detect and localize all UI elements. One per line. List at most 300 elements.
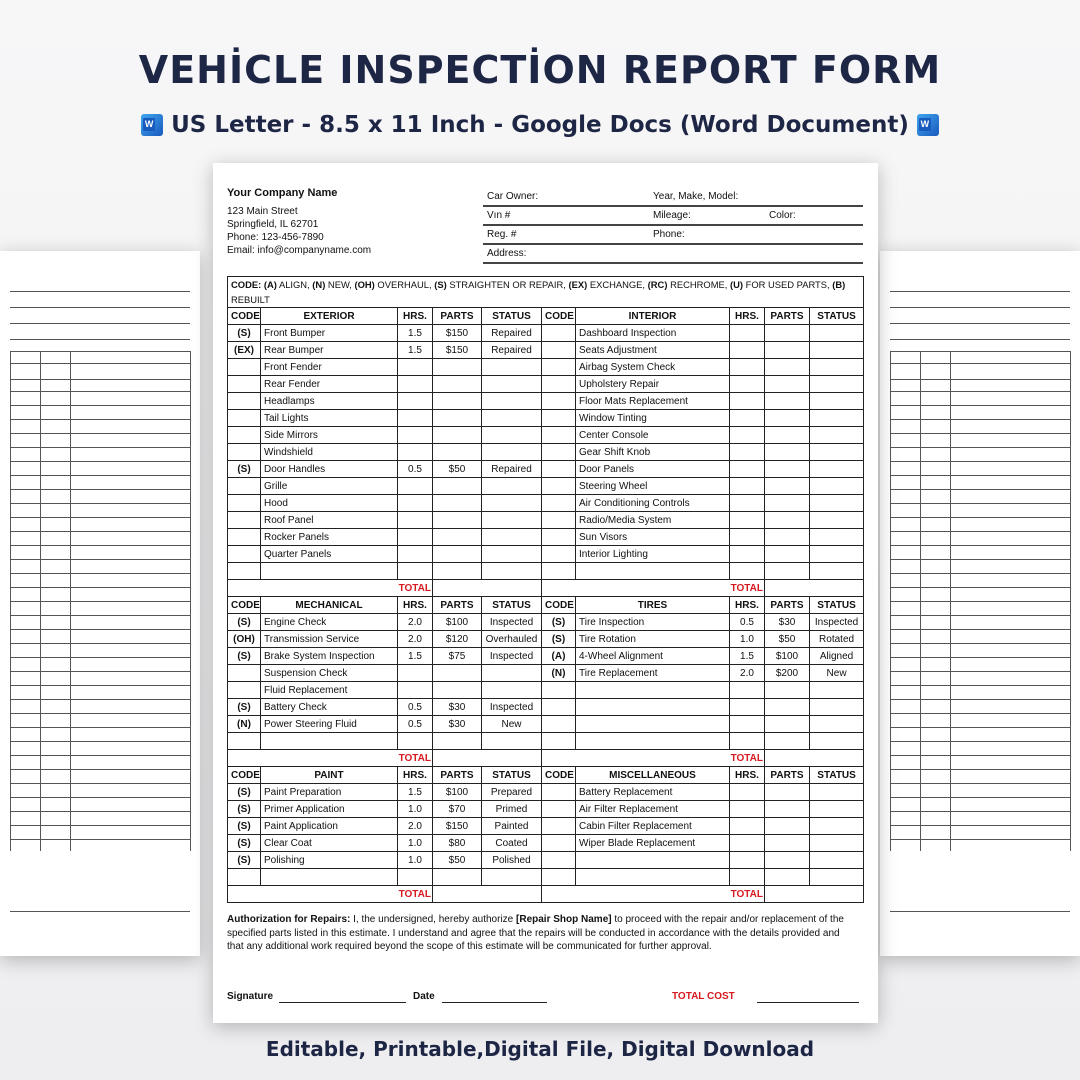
right-hrs-cell xyxy=(730,427,765,444)
left-item-cell: Transmission Service xyxy=(261,631,398,648)
total-label: TOTAL xyxy=(228,750,433,767)
sheet-rule xyxy=(890,531,1070,532)
left-code-cell xyxy=(228,733,261,750)
sheet-rule xyxy=(10,475,190,476)
right-hrs-cell xyxy=(730,393,765,410)
total-label: TOTAL xyxy=(542,750,765,767)
left-status-cell: Primed xyxy=(482,801,542,818)
sheet-rule xyxy=(10,517,190,518)
sheet-rule xyxy=(10,323,190,324)
sheet-rule xyxy=(890,405,1070,406)
sheet-rule xyxy=(890,307,1070,308)
left-hrs-cell xyxy=(398,410,433,427)
left-status-cell xyxy=(482,665,542,682)
sheet-rule xyxy=(10,629,190,630)
left-item-cell: Headlamps xyxy=(261,393,398,410)
left-status-cell: Inspected xyxy=(482,699,542,716)
sheet-rule xyxy=(10,573,190,574)
sheet-rule xyxy=(10,419,190,420)
total-value-cell[interactable] xyxy=(765,750,864,767)
right-hrs-cell xyxy=(730,444,765,461)
right-code-cell xyxy=(542,325,576,342)
left-parts-cell xyxy=(433,444,482,461)
sheet-rule xyxy=(890,699,1070,700)
sheet-rule xyxy=(890,741,1070,742)
right-status-cell xyxy=(810,716,864,733)
word-icon: W xyxy=(917,114,939,136)
right-status-cell xyxy=(810,869,864,886)
sheet-rule xyxy=(890,351,891,851)
right-code-cell: (S) xyxy=(542,631,576,648)
total-label: TOTAL xyxy=(542,886,765,903)
left-hrs-cell: 0.5 xyxy=(398,716,433,733)
document-preview-right xyxy=(880,251,1080,956)
col-code: CODE xyxy=(228,597,261,614)
company-street: 123 Main Street xyxy=(227,206,298,217)
right-code-cell xyxy=(542,410,576,427)
col-code: CODE xyxy=(542,597,576,614)
sheet-rule xyxy=(890,839,1070,840)
sheet-rule xyxy=(890,727,1070,728)
right-code-cell xyxy=(542,512,576,529)
sheet-rule xyxy=(890,379,1070,380)
sheet-rule xyxy=(10,559,190,560)
right-parts-cell xyxy=(765,529,810,546)
right-status-cell xyxy=(810,563,864,580)
sheet-rule xyxy=(890,517,1070,518)
word-icon: W xyxy=(141,114,163,136)
right-status-cell xyxy=(810,478,864,495)
left-item-cell: Hood xyxy=(261,495,398,512)
left-code-cell: (S) xyxy=(228,461,261,478)
right-code-cell xyxy=(542,359,576,376)
right-status-cell xyxy=(810,801,864,818)
left-parts-cell: $75 xyxy=(433,648,482,665)
right-hrs-cell xyxy=(730,342,765,359)
col-hrs: HRS. xyxy=(730,597,765,614)
right-status-cell xyxy=(810,427,864,444)
section-header-row xyxy=(228,308,864,325)
left-hrs-cell: 2.0 xyxy=(398,818,433,835)
left-code-cell xyxy=(228,410,261,427)
left-status-cell xyxy=(482,359,542,376)
left-item-cell xyxy=(261,563,398,580)
left-parts-cell: $30 xyxy=(433,716,482,733)
document-preview-main xyxy=(213,163,878,1023)
right-code-cell xyxy=(542,801,576,818)
right-status-cell xyxy=(810,410,864,427)
right-item-cell: 4-Wheel Alignment xyxy=(576,648,730,665)
company-email: Email: info@companyname.com xyxy=(227,245,372,256)
left-parts-cell xyxy=(433,478,482,495)
sheet-rule xyxy=(890,323,1070,324)
left-status-cell: Inspected xyxy=(482,614,542,631)
col-parts: PARTS xyxy=(433,767,482,784)
left-hrs-cell xyxy=(398,376,433,393)
right-item-cell: Cabin Filter Replacement xyxy=(576,818,730,835)
right-code-cell xyxy=(542,546,576,563)
total-value-cell[interactable] xyxy=(765,580,864,597)
sheet-rule xyxy=(10,615,190,616)
total-value-cell[interactable] xyxy=(433,886,542,903)
table-row xyxy=(228,784,864,801)
right-code-cell: (N) xyxy=(542,665,576,682)
left-item-cell: Battery Check xyxy=(261,699,398,716)
left-hrs-cell: 1.0 xyxy=(398,801,433,818)
signature-line[interactable] xyxy=(279,1002,406,1003)
sheet-rule xyxy=(890,391,1070,392)
left-code-cell xyxy=(228,359,261,376)
right-status-cell xyxy=(810,325,864,342)
right-code-cell xyxy=(542,733,576,750)
left-status-cell xyxy=(482,682,542,699)
col-parts: PARTS xyxy=(765,597,810,614)
left-code-cell: (N) xyxy=(228,716,261,733)
table-row xyxy=(228,563,864,580)
total-cost-line[interactable] xyxy=(757,1002,859,1003)
left-item-cell: Paint Application xyxy=(261,818,398,835)
right-parts-cell xyxy=(765,359,810,376)
sheet-rule xyxy=(10,339,190,340)
left-code-cell xyxy=(228,478,261,495)
left-hrs-cell xyxy=(398,869,433,886)
right-hrs-cell xyxy=(730,410,765,427)
sheet-rule xyxy=(890,783,1070,784)
reg-label: Reg. # xyxy=(487,229,517,240)
left-status-cell xyxy=(482,444,542,461)
sheet-rule xyxy=(890,447,1070,448)
table-row xyxy=(228,410,864,427)
right-code-cell xyxy=(542,461,576,478)
col-parts: PARTS xyxy=(433,597,482,614)
sheet-rule xyxy=(890,811,1070,812)
left-hrs-cell: 1.0 xyxy=(398,852,433,869)
left-hrs-cell xyxy=(398,427,433,444)
date-line[interactable] xyxy=(442,1002,547,1003)
left-status-cell xyxy=(482,733,542,750)
left-status-cell xyxy=(482,478,542,495)
right-status-cell: Aligned xyxy=(810,648,864,665)
table-row xyxy=(228,631,864,648)
table-row xyxy=(228,427,864,444)
right-parts-cell xyxy=(765,495,810,512)
left-code-cell xyxy=(228,512,261,529)
col-hrs: HRS. xyxy=(730,308,765,325)
right-parts-cell xyxy=(765,478,810,495)
left-parts-cell xyxy=(433,563,482,580)
inspection-table xyxy=(227,276,864,903)
left-code-cell xyxy=(228,682,261,699)
total-value-cell[interactable] xyxy=(765,886,864,903)
left-item-cell: Fluid Replacement xyxy=(261,682,398,699)
total-row xyxy=(228,886,864,903)
left-parts-cell: $150 xyxy=(433,325,482,342)
col-section-title: MECHANICAL xyxy=(261,597,398,614)
col-status: STATUS xyxy=(482,767,542,784)
left-hrs-cell: 1.5 xyxy=(398,784,433,801)
sheet-rule xyxy=(10,671,190,672)
left-hrs-cell: 1.0 xyxy=(398,835,433,852)
right-item-cell xyxy=(576,716,730,733)
left-status-cell: New xyxy=(482,716,542,733)
sheet-rule xyxy=(10,363,190,364)
sheet-rule xyxy=(10,699,190,700)
right-item-cell: Center Console xyxy=(576,427,730,444)
sheet-rule xyxy=(10,351,11,851)
col-code: CODE xyxy=(228,308,261,325)
left-code-cell: (S) xyxy=(228,801,261,818)
sheet-rule xyxy=(890,503,1070,504)
left-item-cell: Paint Preparation xyxy=(261,784,398,801)
right-parts-cell xyxy=(765,716,810,733)
table-row xyxy=(228,546,864,563)
right-parts-cell: $50 xyxy=(765,631,810,648)
field-row[interactable] xyxy=(483,226,863,245)
table-row xyxy=(228,444,864,461)
left-parts-cell: $100 xyxy=(433,614,482,631)
left-code-cell: (S) xyxy=(228,835,261,852)
sheet-rule xyxy=(10,825,190,826)
sheet-rule xyxy=(10,391,190,392)
col-section-title: MISCELLANEOUS xyxy=(576,767,730,784)
right-parts-cell xyxy=(765,784,810,801)
right-parts-cell xyxy=(765,699,810,716)
sheet-rule xyxy=(190,351,191,851)
right-status-cell xyxy=(810,784,864,801)
right-parts-cell xyxy=(765,818,810,835)
sheet-rule xyxy=(890,291,1070,292)
code-legend-row xyxy=(228,277,864,308)
sheet-rule xyxy=(10,489,190,490)
sheet-rule xyxy=(890,911,1070,912)
col-section-title: PAINT xyxy=(261,767,398,784)
right-status-cell xyxy=(810,835,864,852)
total-row xyxy=(228,580,864,597)
field-row[interactable] xyxy=(483,207,863,226)
left-code-cell xyxy=(228,563,261,580)
right-hrs-cell xyxy=(730,699,765,716)
right-status-cell: Inspected xyxy=(810,614,864,631)
right-item-cell: Window Tinting xyxy=(576,410,730,427)
right-hrs-cell xyxy=(730,818,765,835)
vehicle-fields xyxy=(483,188,863,264)
field-row[interactable] xyxy=(483,245,863,264)
left-status-cell xyxy=(482,427,542,444)
left-status-cell: Repaired xyxy=(482,325,542,342)
left-parts-cell: $80 xyxy=(433,835,482,852)
sheet-rule xyxy=(40,351,41,851)
sheet-rule xyxy=(10,713,190,714)
sheet-rule xyxy=(10,405,190,406)
right-parts-cell xyxy=(765,444,810,461)
right-parts-cell xyxy=(765,682,810,699)
left-code-cell: (S) xyxy=(228,325,261,342)
right-status-cell xyxy=(810,376,864,393)
sheet-rule xyxy=(10,545,190,546)
left-hrs-cell xyxy=(398,529,433,546)
left-parts-cell xyxy=(433,393,482,410)
right-parts-cell xyxy=(765,512,810,529)
sheet-rule xyxy=(890,657,1070,658)
left-hrs-cell: 1.5 xyxy=(398,342,433,359)
mileage-label: Mileage: xyxy=(653,210,691,221)
right-hrs-cell xyxy=(730,495,765,512)
left-parts-cell: $150 xyxy=(433,818,482,835)
right-item-cell xyxy=(576,869,730,886)
left-status-cell xyxy=(482,495,542,512)
left-item-cell: Brake System Inspection xyxy=(261,648,398,665)
left-parts-cell: $150 xyxy=(433,342,482,359)
left-item-cell: Polishing xyxy=(261,852,398,869)
right-code-cell: (A) xyxy=(542,648,576,665)
section-header-row xyxy=(228,597,864,614)
right-code-cell xyxy=(542,869,576,886)
right-hrs-cell xyxy=(730,852,765,869)
left-status-cell: Prepared xyxy=(482,784,542,801)
table-row xyxy=(228,852,864,869)
table-row xyxy=(228,342,864,359)
sheet-rule xyxy=(890,461,1070,462)
right-code-cell xyxy=(542,529,576,546)
sheet-rule xyxy=(920,351,921,851)
sheet-rule xyxy=(890,419,1070,420)
left-parts-cell xyxy=(433,529,482,546)
right-code-cell xyxy=(542,444,576,461)
sheet-rule xyxy=(10,727,190,728)
table-row xyxy=(228,665,864,682)
left-parts-cell xyxy=(433,512,482,529)
left-item-cell: Quarter Panels xyxy=(261,546,398,563)
right-hrs-cell: 1.5 xyxy=(730,648,765,665)
right-code-cell xyxy=(542,563,576,580)
vin-label: Vın # xyxy=(487,210,511,221)
right-status-cell xyxy=(810,699,864,716)
table-row xyxy=(228,529,864,546)
left-item-cell: Rocker Panels xyxy=(261,529,398,546)
col-section-title: EXTERIOR xyxy=(261,308,398,325)
col-hrs: HRS. xyxy=(398,767,433,784)
left-hrs-cell xyxy=(398,733,433,750)
right-hrs-cell: 1.0 xyxy=(730,631,765,648)
left-code-cell: (S) xyxy=(228,852,261,869)
table-row xyxy=(228,325,864,342)
left-code-cell: (OH) xyxy=(228,631,261,648)
table-row xyxy=(228,682,864,699)
left-hrs-cell xyxy=(398,495,433,512)
left-code-cell: (S) xyxy=(228,699,261,716)
right-hrs-cell xyxy=(730,461,765,478)
sheet-rule xyxy=(890,489,1070,490)
right-item-cell: Steering Wheel xyxy=(576,478,730,495)
left-code-cell xyxy=(228,393,261,410)
sheet-rule xyxy=(890,559,1070,560)
left-status-cell: Overhauled xyxy=(482,631,542,648)
date-label: Date xyxy=(413,991,435,1002)
table-row xyxy=(228,461,864,478)
total-value-cell[interactable] xyxy=(433,750,542,767)
sheet-rule xyxy=(10,755,190,756)
sheet-rule xyxy=(890,475,1070,476)
right-status-cell xyxy=(810,512,864,529)
sheet-rule xyxy=(890,685,1070,686)
sheet-rule xyxy=(10,839,190,840)
col-code: CODE xyxy=(542,767,576,784)
total-row xyxy=(228,750,864,767)
left-status-cell: Repaired xyxy=(482,342,542,359)
left-status-cell xyxy=(482,563,542,580)
right-parts-cell xyxy=(765,852,810,869)
right-item-cell: Tire Inspection xyxy=(576,614,730,631)
total-value-cell[interactable] xyxy=(433,580,542,597)
right-hrs-cell xyxy=(730,733,765,750)
table-row xyxy=(228,818,864,835)
sheet-rule xyxy=(10,531,190,532)
right-code-cell xyxy=(542,818,576,835)
code-legend: CODE: (A) ALIGN, (N) NEW, (OH) OVERHAUL, (S) STRAIGHTEN OR REPAIR, (EX) EXCHANGE, (RC) RECHROME, (U) FOR USED PARTS, (B) REBUILT xyxy=(228,277,864,308)
left-parts-cell xyxy=(433,733,482,750)
right-code-cell xyxy=(542,682,576,699)
right-parts-cell xyxy=(765,801,810,818)
left-parts-cell xyxy=(433,410,482,427)
field-row[interactable] xyxy=(483,188,863,207)
right-code-cell xyxy=(542,393,576,410)
right-item-cell: Tire Rotation xyxy=(576,631,730,648)
company-city: Springfield, IL 62701 xyxy=(227,219,319,230)
company-block xyxy=(227,187,371,257)
authorization-text: Authorization for Repairs: I, the undersigned, hereby authorize [Repair Shop Name] to proceed with the repair and/or replacement of the specified parts listed in this estimate. I understand and agree that the repairs will be conducted in accordance with the details provided and that any additional work required beyond the scope of this estimate will be communicated for further approval. xyxy=(227,914,844,952)
sheet-rule xyxy=(890,339,1070,340)
sheet-rule xyxy=(890,587,1070,588)
right-item-cell: Upholstery Repair xyxy=(576,376,730,393)
right-item-cell xyxy=(576,852,730,869)
sheet-rule xyxy=(890,629,1070,630)
right-hrs-cell xyxy=(730,512,765,529)
right-item-cell: Dashboard Inspection xyxy=(576,325,730,342)
right-hrs-cell xyxy=(730,478,765,495)
subtitle-text: US Letter - 8.5 x 11 Inch - Google Docs (Word Document) xyxy=(171,112,909,138)
left-parts-cell xyxy=(433,427,482,444)
left-hrs-cell: 1.5 xyxy=(398,325,433,342)
right-hrs-cell xyxy=(730,682,765,699)
left-code-cell xyxy=(228,546,261,563)
sheet-rule xyxy=(10,911,190,912)
right-code-cell xyxy=(542,835,576,852)
right-parts-cell xyxy=(765,733,810,750)
col-code: CODE xyxy=(228,767,261,784)
sheet-rule xyxy=(890,643,1070,644)
col-section-title: TIRES xyxy=(576,597,730,614)
right-status-cell xyxy=(810,852,864,869)
right-status-cell xyxy=(810,393,864,410)
sheet-rule xyxy=(890,601,1070,602)
right-hrs-cell xyxy=(730,376,765,393)
signature-label: Signature xyxy=(227,991,274,1002)
left-item-cell: Roof Panel xyxy=(261,512,398,529)
right-parts-cell xyxy=(765,325,810,342)
right-parts-cell xyxy=(765,410,810,427)
sheet-rule xyxy=(10,587,190,588)
sheet-rule xyxy=(10,307,190,308)
right-parts-cell xyxy=(765,835,810,852)
table-row xyxy=(228,869,864,886)
right-status-cell xyxy=(810,359,864,376)
left-hrs-cell xyxy=(398,665,433,682)
table-row xyxy=(228,835,864,852)
left-parts-cell: $100 xyxy=(433,784,482,801)
right-status-cell: Rotated xyxy=(810,631,864,648)
right-item-cell: Air Filter Replacement xyxy=(576,801,730,818)
sheet-rule xyxy=(10,811,190,812)
